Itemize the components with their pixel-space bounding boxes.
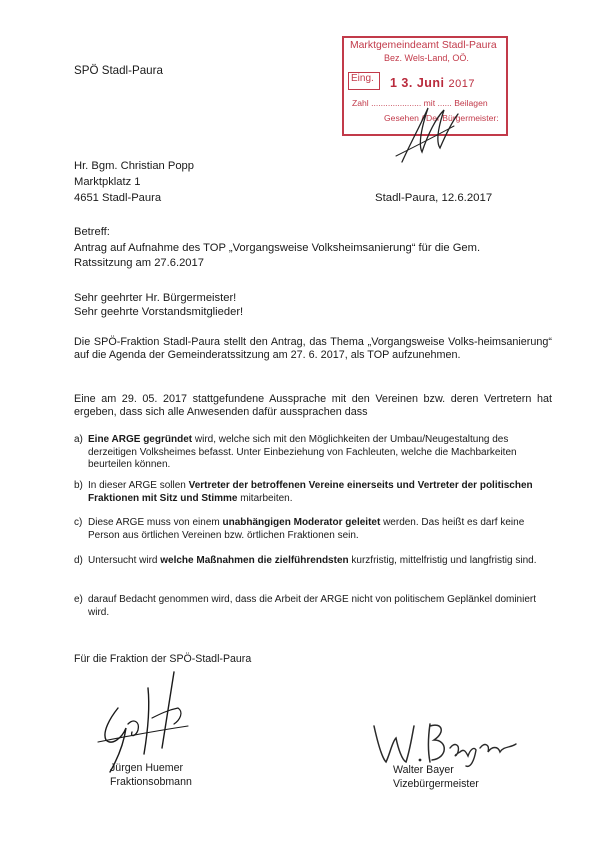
signatory-2-name: Walter Bayer xyxy=(393,764,454,776)
list-item-c-text-end: werden. Das heißt es darf keine Person aus örtlichen Vereinen bzw. örtlichen Fraktionen sein. xyxy=(88,517,525,541)
list-item-c-label: c) xyxy=(74,517,83,528)
closing-line: Für die Fraktion der SPÖ-Stadl-Paura xyxy=(74,653,252,665)
list-item-e-label: e) xyxy=(74,594,83,605)
list-item-b-text-end: mitarbeiten. xyxy=(237,492,293,504)
list-item-d xyxy=(74,555,552,568)
list-item-a-bold: Eine ARGE gegründet xyxy=(88,434,193,445)
place-date: Stadl-Paura, 12.6.2017 xyxy=(375,192,493,204)
sender-name: SPÖ Stadl-Paura xyxy=(74,64,163,77)
stamp-office: Marktgemeindeamt Stadl-Paura xyxy=(350,40,497,51)
signatory-1-name: Jürgen Huemer xyxy=(110,762,184,774)
stamp-eing-label: Eing. xyxy=(351,73,374,84)
stamp-zahl-line: Zahl ..................... mit ...... Beilagen xyxy=(352,98,488,108)
list-item-d-text: Untersucht wird xyxy=(88,555,161,566)
paragraph-request: Die SPÖ-Fraktion Stadl-Paura stellt den Antrag, das Thema „Vorgangsweise Volks-heimsanierung“ auf die Agenda der Gemeinderatssitzung am 27. 6. 2017, als TOP aufzunehmen. xyxy=(74,336,552,361)
list-item-b-bold: Vertreter der betroffenen Vereine einerseits und Vertreter der politischen Fraktionen mit Sitz und Stimme xyxy=(88,480,533,504)
list-item-e xyxy=(74,594,552,619)
list-item-b-text: In dieser ARGE sollen xyxy=(88,480,189,491)
list-item-b-label: b) xyxy=(74,480,83,491)
list-item-d-label: d) xyxy=(74,555,83,566)
list-item-b xyxy=(74,480,552,505)
list-item-a-text: wird, welche sich mit den Möglichkeiten der Umbau/Neugestaltung des derzeitigen Volksheimes befasst. Unter Einbeziehung von Fachleuten, welche die Machbarkeiten beurteilen können. xyxy=(88,434,517,470)
subject-label: Betreff: xyxy=(74,226,110,238)
list-item-d-bold: welche Maßnahmen die zielführendsten xyxy=(160,555,349,566)
paragraph-meeting: Eine am 29. 05. 2017 stattgefundene Aussprache mit den Vereinen bzw. deren Vertretern hat ergeben, dass sich alle Anwesenden dafür aussprachen dass xyxy=(74,393,552,418)
stamp-received-year: 2017 xyxy=(448,78,475,90)
list-item-e-text: darauf Bedacht genommen wird, dass die Arbeit der ARGE nicht von politischem Geplänkel dominiert wird. xyxy=(88,594,537,618)
subject-line-2: Ratssitzung am 27.6.2017 xyxy=(74,257,204,269)
stamp-received-day: 1 3. Juni xyxy=(390,76,445,90)
signatory-2-role: Vizebürgermeister xyxy=(393,778,479,790)
stamp-district: Bez. Wels-Land, OÖ. xyxy=(384,53,469,63)
list-item-c-text: Diese ARGE muss von einem xyxy=(88,517,223,528)
list-item-c-bold: unabhängigen Moderator geleitet xyxy=(222,517,381,528)
salutation-line-1: Sehr geehrter Hr. Bürgermeister! xyxy=(74,292,237,304)
subject-line-1: Antrag auf Aufnahme des TOP „Vorgangsweise Volksheimsanierung“ für die Gem. xyxy=(74,242,481,254)
signatory-1-role: Fraktionsobmann xyxy=(110,776,192,788)
list-item-a-label: a) xyxy=(74,434,83,445)
recipient-city: 4651 Stadl-Paura xyxy=(74,192,162,204)
stamp-gesehen-line: Gesehen / Der Bürgermeister: xyxy=(384,113,499,123)
stamp-received-date xyxy=(390,76,475,90)
list-item-a xyxy=(74,434,552,472)
recipient-name: Hr. Bgm. Christian Popp xyxy=(74,160,195,172)
recipient-street: Marktpklatz 1 xyxy=(74,176,141,188)
list-item-d-text-end: kurzfristig, mittelfristig und langfristig sind. xyxy=(348,555,537,566)
salutation-line-2: Sehr geehrte Vorstandsmitglieder! xyxy=(74,306,244,318)
list-item-c xyxy=(74,517,552,542)
stamp-initials-signature xyxy=(392,104,462,166)
